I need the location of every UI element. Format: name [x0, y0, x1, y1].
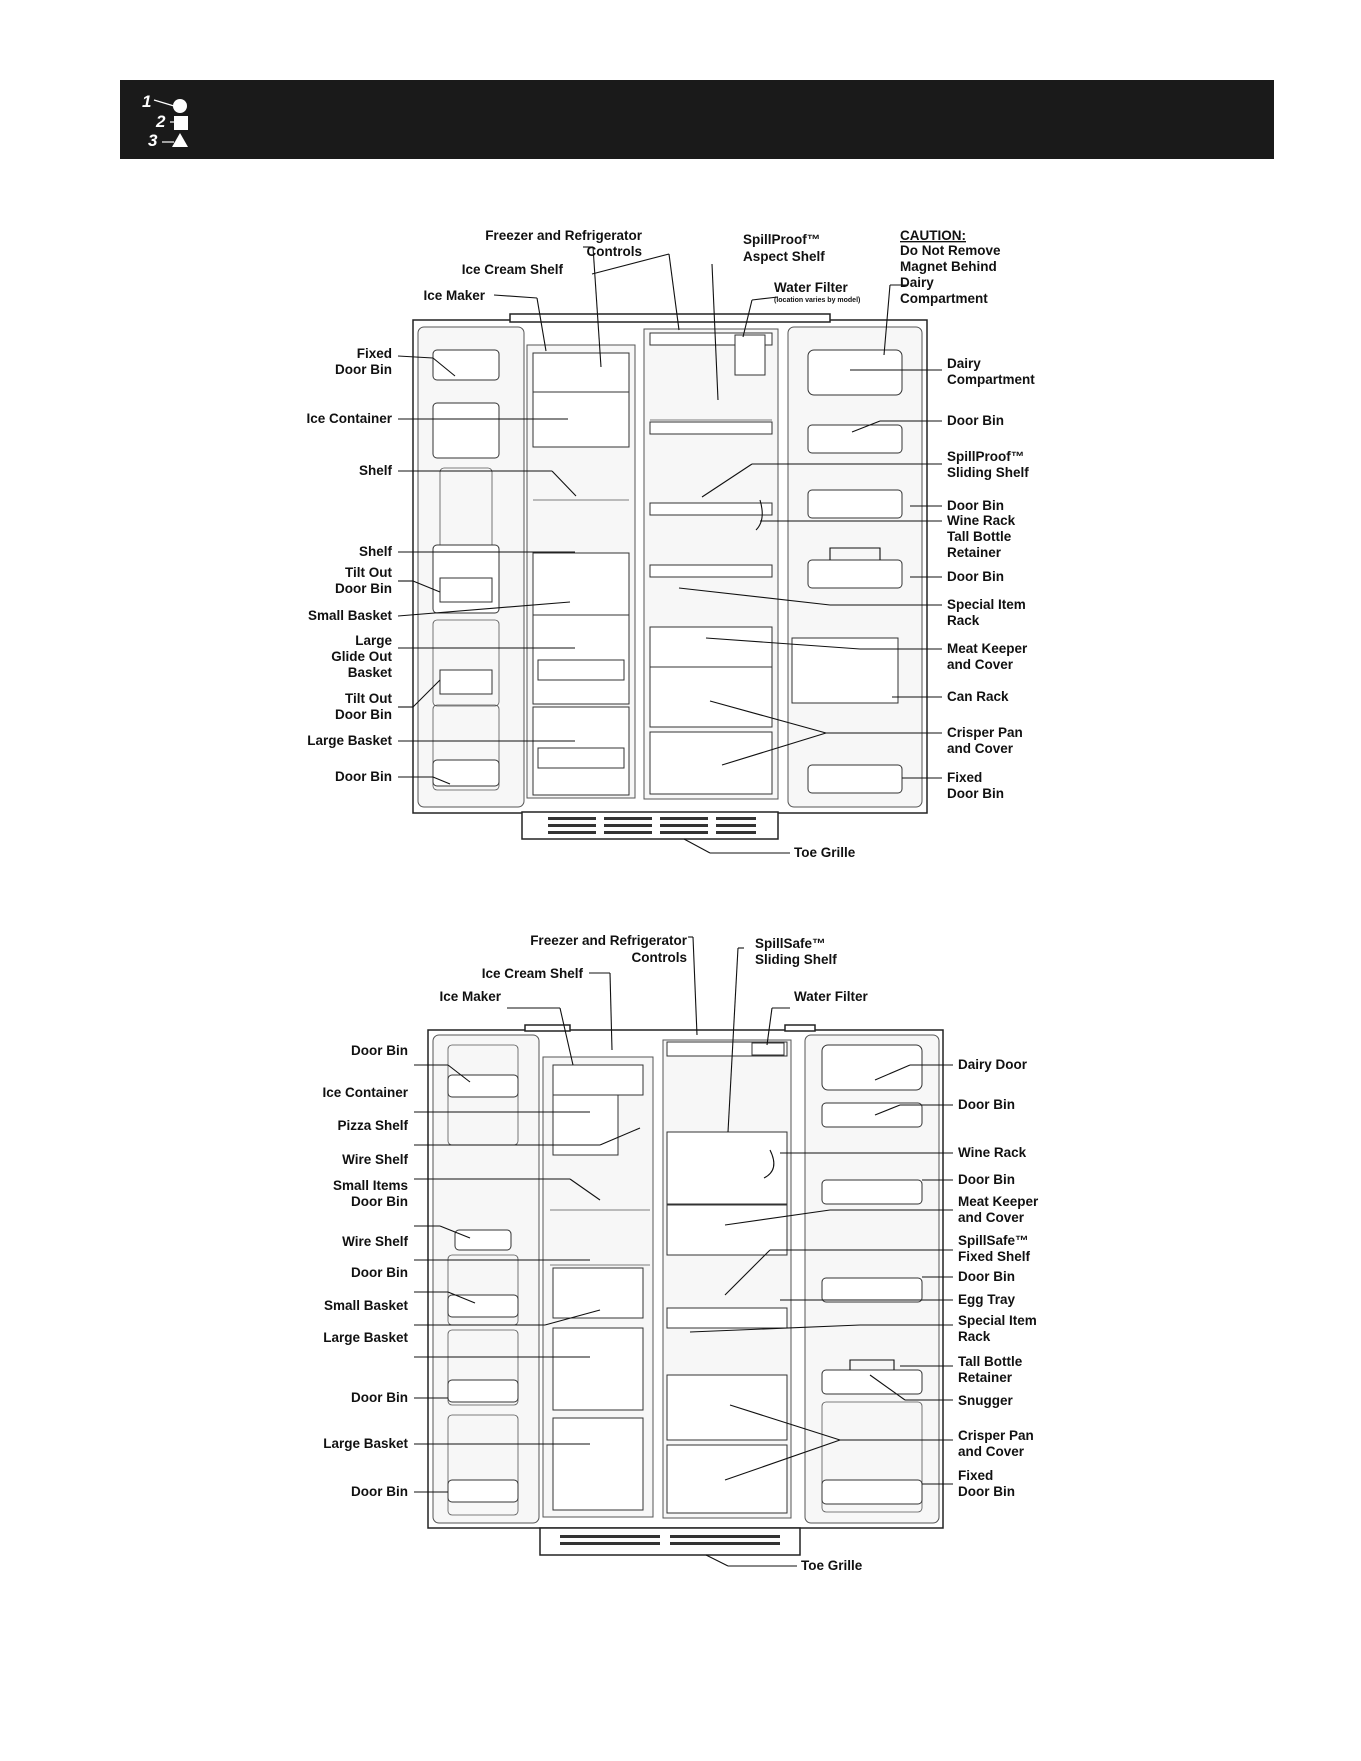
label2-door-bin-l3: Door Bin: [351, 1390, 408, 1405]
label2-crisper-1: Crisper Pan: [958, 1428, 1034, 1443]
label2-snugger: Snugger: [958, 1393, 1013, 1408]
label2-fixed-shelf-1: SpillSafe™: [958, 1233, 1029, 1248]
label2-dairy-door: Dairy Door: [958, 1057, 1028, 1072]
label2-sliding-shelf-1: SpillSafe™: [755, 936, 826, 951]
label-tall-bottle-2: Retainer: [947, 545, 1002, 560]
diagram-2-svg: [0, 900, 1361, 1761]
label2-pizza-shelf: Pizza Shelf: [337, 1118, 408, 1133]
label-controls-2: Controls: [586, 244, 642, 259]
label2-wire-shelf-2: Wire Shelf: [342, 1234, 408, 1249]
label2-meat-keeper-1: Meat Keeper: [958, 1194, 1039, 1209]
label-aspect-shelf-2: Aspect Shelf: [743, 249, 825, 264]
label-dairy-1: Dairy: [947, 356, 981, 371]
label-ice-cream-shelf: Ice Cream Shelf: [461, 262, 563, 277]
fridge-cabinet-2: [428, 1025, 943, 1555]
label2-small-items-2: Door Bin: [351, 1194, 408, 1209]
step-1: 1: [142, 92, 152, 111]
label2-door-bin-r1: Door Bin: [958, 1097, 1015, 1112]
label-meat-keeper-2: and Cover: [947, 657, 1014, 672]
label2-door-bin-l2: Door Bin: [351, 1265, 408, 1280]
label-fixed-door-bin-r1: Fixed: [947, 770, 983, 785]
label-aspect-shelf-1: SpillProof™: [743, 232, 821, 247]
label-special-item-2: Rack: [947, 613, 980, 628]
label2-special-item-2: Rack: [958, 1329, 991, 1344]
label-door-bin-r3: Door Bin: [947, 569, 1004, 584]
label-shelf-1: Shelf: [358, 463, 392, 478]
label2-door-bin-r2: Door Bin: [958, 1172, 1015, 1187]
label-sliding-shelf-1: SpillProof™: [947, 449, 1025, 464]
label-crisper-2: and Cover: [947, 741, 1014, 756]
label-tilt-out-2b: Door Bin: [335, 707, 392, 722]
label2-crisper-2: and Cover: [958, 1444, 1025, 1459]
label-door-bin-r1: Door Bin: [947, 413, 1004, 428]
label2-fixed-door-bin-1: Fixed: [958, 1468, 994, 1483]
label2-fixed-shelf-2: Fixed Shelf: [958, 1249, 1031, 1264]
label-dairy-2: Compartment: [947, 372, 1035, 387]
label-tilt-out-1a: Tilt Out: [345, 565, 392, 580]
label2-special-item-1: Special Item: [958, 1313, 1037, 1328]
label2-large-basket-1: Large Basket: [323, 1330, 408, 1345]
fresh-food-compartment: [644, 329, 778, 799]
label2-egg-tray: Egg Tray: [958, 1292, 1016, 1307]
label-shelf-2: Shelf: [358, 544, 392, 559]
label2-ice-container: Ice Container: [322, 1085, 408, 1100]
label2-tall-bottle-1: Tall Bottle: [958, 1354, 1023, 1369]
label2-door-bin-r3: Door Bin: [958, 1269, 1015, 1284]
toe-grille-2: [540, 1528, 800, 1555]
label2-toe-grille: Toe Grille: [801, 1558, 863, 1573]
label2-door-bin-l4: Door Bin: [351, 1484, 408, 1499]
label-ice-container: Ice Container: [306, 411, 392, 426]
label-tilt-out-2a: Tilt Out: [345, 691, 392, 706]
label2-ice-cream-shelf: Ice Cream Shelf: [481, 966, 583, 981]
label-tall-bottle-1: Tall Bottle: [947, 529, 1012, 544]
label-door-bin-r2: Door Bin: [947, 498, 1004, 513]
label-meat-keeper-1: Meat Keeper: [947, 641, 1028, 656]
label-caution-3: Magnet Behind: [900, 259, 997, 274]
label-water-filter: Water Filter: [774, 280, 848, 295]
label2-sliding-shelf-2: Sliding Shelf: [755, 952, 837, 967]
label2-tall-bottle-2: Retainer: [958, 1370, 1013, 1385]
label2-fixed-door-bin-2: Door Bin: [958, 1484, 1015, 1499]
label2-controls-1: Freezer and Refrigerator: [530, 933, 687, 948]
label-controls-1: Freezer and Refrigerator: [485, 228, 642, 243]
label2-small-items-1: Small Items: [332, 1178, 408, 1193]
label-door-bin-left: Door Bin: [335, 769, 392, 784]
label-caution-4: Dairy: [900, 275, 934, 290]
label-sliding-shelf-2: Sliding Shelf: [947, 465, 1029, 480]
freezer-door-2: [433, 1035, 539, 1523]
refrigerator-diagram-2: [0, 900, 1361, 1761]
label2-controls-2: Controls: [631, 950, 687, 965]
label2-wire-shelf-1: Wire Shelf: [342, 1152, 408, 1167]
label-large-glide-3: Basket: [347, 665, 392, 680]
label-large-glide-2: Glide Out: [331, 649, 392, 664]
label2-small-basket: Small Basket: [323, 1298, 408, 1313]
label-small-basket: Small Basket: [307, 608, 392, 623]
label-caution: CAUTION:: [900, 228, 966, 243]
label-fixed-door-bin-1: Fixed: [356, 346, 392, 361]
label-crisper-1: Crisper Pan: [947, 725, 1023, 740]
label-caution-2: Do Not Remove: [900, 243, 1001, 258]
label-large-glide-1: Large: [355, 633, 392, 648]
label-caution-5: Compartment: [900, 291, 988, 306]
label-wine-rack: Wine Rack: [947, 513, 1016, 528]
label-fixed-door-bin-2: Door Bin: [335, 362, 392, 377]
label-toe-grille: Toe Grille: [794, 845, 856, 860]
label-ice-maker: Ice Maker: [423, 288, 485, 303]
label-water-filter-note: (location varies by model): [774, 297, 861, 304]
label2-door-bin-l1: Door Bin: [351, 1043, 408, 1058]
label-tilt-out-1b: Door Bin: [335, 581, 392, 596]
label-fixed-door-bin-r2: Door Bin: [947, 786, 1004, 801]
label-can-rack: Can Rack: [947, 689, 1009, 704]
label2-ice-maker: Ice Maker: [439, 989, 501, 1004]
label-large-basket: Large Basket: [307, 733, 392, 748]
label2-meat-keeper-2: and Cover: [958, 1210, 1025, 1225]
label2-wine-rack: Wine Rack: [958, 1145, 1027, 1160]
fridge-cabinet-1: [413, 314, 927, 839]
label2-large-basket-2: Large Basket: [323, 1436, 408, 1451]
step-2: 2: [156, 112, 166, 131]
label-special-item-1: Special Item: [947, 597, 1026, 612]
step-3: 3: [148, 131, 158, 150]
label2-water-filter: Water Filter: [794, 989, 868, 1004]
